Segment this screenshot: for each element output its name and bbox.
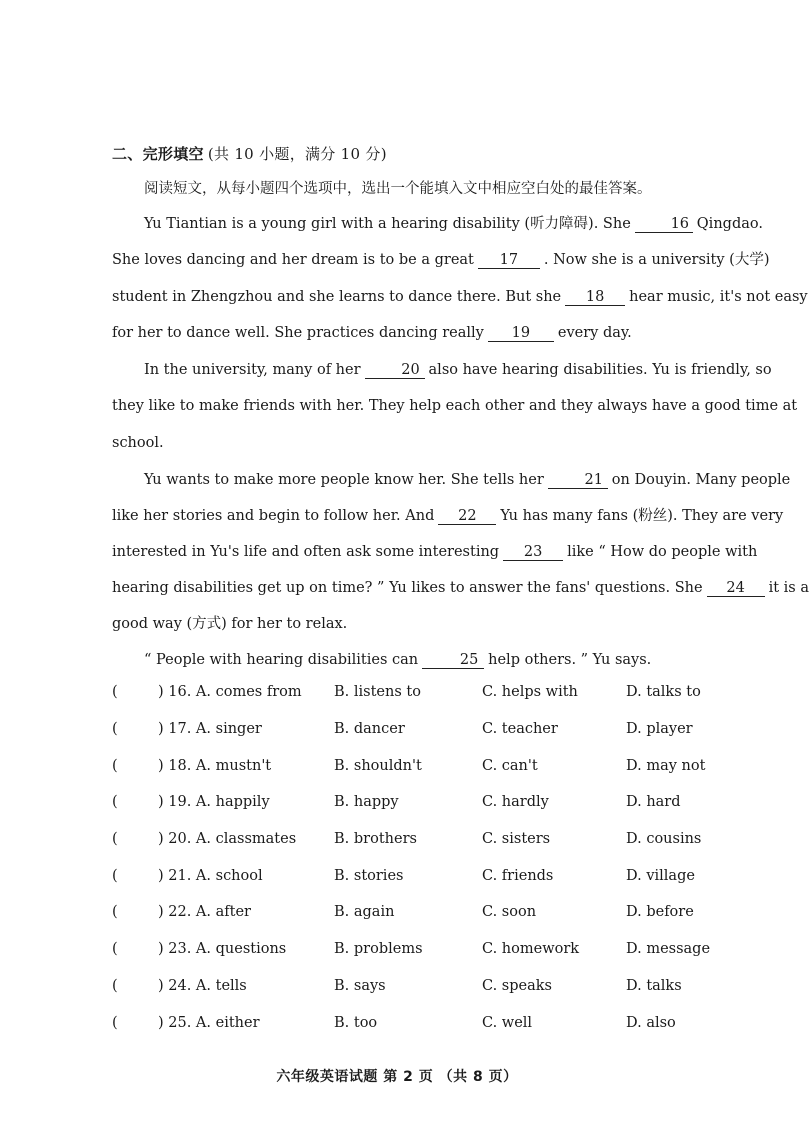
- blank-18: 18: [565, 289, 625, 306]
- option-b: B. again: [334, 904, 395, 920]
- option-a: ) 19. A. happily: [158, 794, 270, 810]
- blank-23: 23: [503, 544, 563, 561]
- passage-line: [112, 506, 784, 526]
- option-c: C. can't: [482, 758, 538, 774]
- question-row: [112, 868, 732, 890]
- option-b: B. listens to: [334, 684, 421, 700]
- option-d: D. message: [626, 941, 711, 957]
- option-b: B. brothers: [334, 831, 417, 847]
- passage-text: every day.: [557, 325, 632, 341]
- passage-text: like “ How do people with: [567, 544, 758, 560]
- option-b: B. shouldn't: [334, 758, 422, 774]
- passage-text: Yu Tiantian is a young girl with a hearing disability (听力障碍). She: [144, 216, 631, 232]
- passage-text: on Douyin. Many people: [611, 472, 791, 488]
- question-row: [112, 794, 732, 816]
- option-b: B. too: [334, 1015, 378, 1031]
- option-c: C. friends: [482, 868, 554, 884]
- option-d: D. talks to: [626, 684, 701, 700]
- section-title: 二、完形填空: [112, 145, 204, 163]
- passage-line: [112, 214, 763, 234]
- option-c: C. homework: [482, 941, 580, 957]
- answer-paren[interactable]: (: [112, 904, 118, 920]
- passage-text: for her to dance well. She practices dancing really: [112, 325, 484, 341]
- option-a: ) 18. A. mustn't: [158, 758, 272, 774]
- option-a: ) 22. A. after: [158, 904, 251, 920]
- question-row: [112, 684, 732, 706]
- passage-line: [112, 578, 809, 598]
- answer-paren[interactable]: (: [112, 758, 118, 774]
- passage-line: school.: [112, 435, 164, 451]
- option-a: ) 17. A. singer: [158, 721, 262, 737]
- answer-paren[interactable]: (: [112, 684, 118, 700]
- question-row: [112, 941, 732, 963]
- question-row: [112, 831, 732, 853]
- passage-line: [112, 287, 808, 307]
- question-row: [112, 721, 732, 743]
- passage-text: like her stories and begin to follow her. And: [112, 508, 435, 524]
- option-a: ) 20. A. classmates: [158, 831, 297, 847]
- blank-24: 24: [707, 580, 765, 597]
- option-a: ) 23. A. questions: [158, 941, 287, 957]
- passage-text: Qingdao.: [696, 216, 763, 232]
- option-d: D. before: [626, 904, 694, 920]
- passage-text: Yu wants to make more people know her. She tells her: [144, 472, 544, 488]
- passage-text: hearing disabilities get up on time? ” Yu likes to answer the fans' questions. She: [112, 580, 703, 596]
- blank-17: 17: [478, 252, 540, 269]
- answer-paren[interactable]: (: [112, 794, 118, 810]
- option-b: B. stories: [334, 868, 404, 884]
- option-c: C. well: [482, 1015, 533, 1031]
- passage-text: help others. ” Yu says.: [488, 652, 652, 668]
- option-c: C. hardly: [482, 794, 549, 810]
- passage-text: also have hearing disabilities. Yu is friendly, so: [428, 362, 772, 378]
- blank-25: 25: [422, 652, 484, 669]
- blank-22: 22: [438, 508, 496, 525]
- section-instruction: 阅读短文，从每小题四个选项中，选出一个能填入文中相应空白处的最佳答案。: [144, 181, 652, 197]
- option-c: C. helps with: [482, 684, 578, 700]
- option-d: D. hard: [626, 794, 681, 810]
- option-a: ) 16. A. comes from: [158, 684, 302, 700]
- option-d: D. player: [626, 721, 693, 737]
- passage-line: [112, 470, 791, 490]
- blank-21: 21: [548, 472, 608, 489]
- question-row: [112, 904, 732, 926]
- question-row: [112, 978, 732, 1000]
- passage-line: [112, 650, 734, 670]
- option-c: C. speaks: [482, 978, 552, 994]
- option-d: D. cousins: [626, 831, 702, 847]
- answer-paren[interactable]: (: [112, 868, 118, 884]
- option-d: D. talks: [626, 978, 682, 994]
- option-a: ) 21. A. school: [158, 868, 263, 884]
- answer-paren[interactable]: (: [112, 721, 118, 737]
- passage-line: [112, 250, 770, 270]
- question-row: [112, 758, 732, 780]
- option-d: D. also: [626, 1015, 676, 1031]
- blank-19: 19: [488, 325, 554, 342]
- passage-text: student in Zhengzhou and she learns to dance there. But she: [112, 289, 562, 305]
- question-row: [112, 1015, 732, 1037]
- answer-paren[interactable]: (: [112, 941, 118, 957]
- option-d: D. village: [626, 868, 695, 884]
- passage-text: In the university, many of her: [144, 362, 361, 378]
- option-a: ) 24. A. tells: [158, 978, 247, 994]
- passage-text: She loves dancing and her dream is to be a great: [112, 252, 474, 268]
- passage-line: they like to make friends with her. They help each other and they always have a good time at: [112, 398, 798, 414]
- option-c: C. soon: [482, 904, 537, 920]
- answer-paren[interactable]: (: [112, 1015, 118, 1031]
- passage-line: [112, 542, 758, 562]
- passage-text: . Now she is a university (大学): [543, 252, 770, 268]
- passage-text: it is a: [768, 580, 809, 596]
- blank-16: 16: [635, 216, 693, 233]
- option-a: ) 25. A. either: [158, 1015, 260, 1031]
- answer-paren[interactable]: (: [112, 978, 118, 994]
- passage-line: [112, 323, 734, 343]
- blank-20: 20: [365, 362, 425, 379]
- answer-paren[interactable]: (: [112, 831, 118, 847]
- section-meta: (共 10 小题，满分 10 分): [207, 145, 387, 163]
- passage-text: Yu has many fans (粉丝). They are very: [500, 508, 784, 524]
- passage-text: interested in Yu's life and often ask some interesting: [112, 544, 500, 560]
- passage-line: good way (方式) for her to relax.: [112, 616, 348, 632]
- option-b: B. dancer: [334, 721, 405, 737]
- page-footer: 六年级英语试题 第 2 页 （共 8 页）: [276, 1069, 518, 1085]
- option-b: B. problems: [334, 941, 423, 957]
- option-b: B. happy: [334, 794, 399, 810]
- passage-text: “ People with hearing disabilities can: [144, 652, 419, 668]
- option-b: B. says: [334, 978, 386, 994]
- passage-line: [112, 360, 772, 380]
- option-c: C. sisters: [482, 831, 551, 847]
- section-heading: [112, 143, 387, 164]
- passage-text: hear music, it's not easy: [629, 289, 808, 305]
- option-c: C. teacher: [482, 721, 558, 737]
- option-d: D. may not: [626, 758, 706, 774]
